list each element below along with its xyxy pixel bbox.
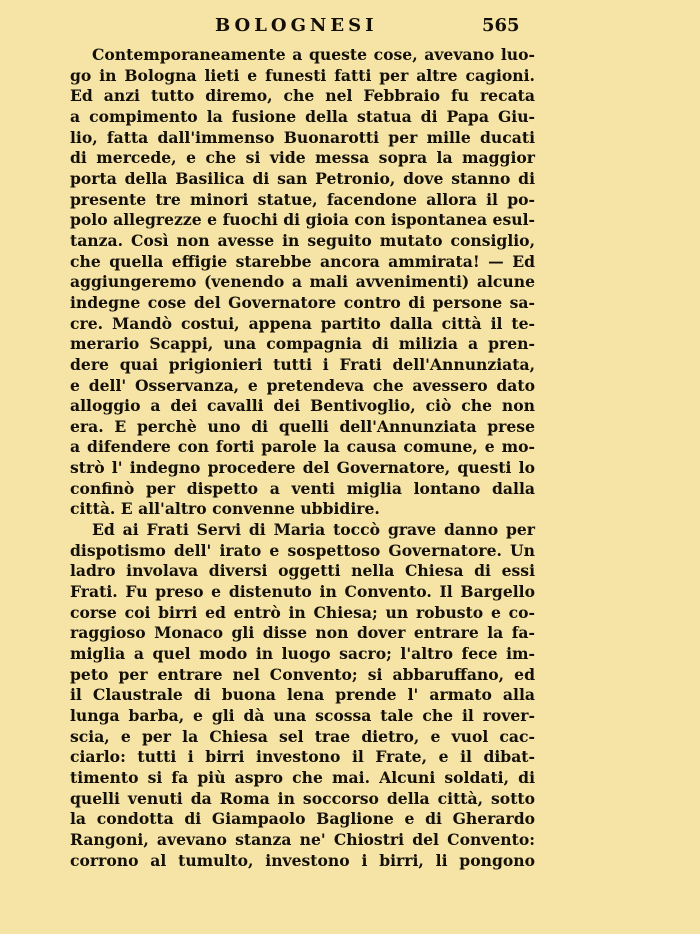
text-line: corse coi birri ed entrò in Chiesa; un robusto e co- [70, 602, 535, 622]
text-line: di mercede, e che si vide messa sopra la maggior [70, 148, 535, 168]
text-line: dispotismo dell' irato e sospettoso Governatore. Un [70, 540, 535, 560]
text-line: cre. Mandò costui, appena partito dalla città il te- [70, 313, 535, 333]
text-line: Contemporaneamente a queste cose, avevano luo- [92, 45, 535, 64]
text-line: e dell' Osservanza, e pretendeva che avessero dato [70, 375, 535, 395]
text-line: polo allegrezze e fuochi di gioia con ispontanea esul- [70, 210, 535, 230]
text-line: indegne cose del Governatore contro di persone sa- [70, 292, 535, 312]
page-header [0, 13, 700, 39]
text-line: aggiungeremo (venendo a mali avvenimenti) alcune [70, 272, 535, 292]
text-line: merario Scappi, una compagnia di milizia a pren- [70, 334, 535, 354]
text-line: corrono al tumulto, investono i birri, li pongono [70, 850, 535, 870]
text-line: ladro involava diversi oggetti nella Chiesa di essi [70, 561, 535, 581]
text-line: confinò per dispetto a venti miglia lontano dalla [70, 478, 535, 498]
text-line: lunga barba, e gli dà una scossa tale che il rover- [70, 706, 535, 725]
text-line: lio, fatta dall'immenso Buonarotti per mille ducati [70, 127, 535, 147]
text-line: scia, e per la Chiesa sel trae dietro, e vuol cac- [70, 726, 535, 746]
text-line: strò l' indegno procedere del Governatore, questi lo [70, 458, 535, 478]
text-line: go in Bologna lieti e funesti fatti per altre cagioni. [70, 65, 535, 85]
body-text [70, 45, 535, 871]
text-line: timento si fa più aspro che mai. Alcuni soldati, di [70, 767, 535, 787]
text-line: tanza. Così non avesse in seguito mutato consiglio, [70, 230, 535, 250]
text-line: miglia a quel modo in luogo sacro; l'altro fece im- [70, 644, 535, 664]
text-line: porta della Basilica di san Petronio, dove stanno di [70, 168, 535, 188]
text-line: a compimento la fusione della statua di Papa Giu- [70, 106, 535, 126]
text-line: ciarlo: tutti i birri investono il Frate, e il dibat- [70, 747, 535, 767]
text-line: raggioso Monaco gli disse non dover entrare la fa- [70, 623, 535, 643]
text-line: la condotta di Giampaolo Baglione e di Gherardo [70, 809, 535, 829]
page-number: 565 [482, 15, 520, 36]
text-line: Rangoni, avevano stanza ne' Chiostri del Convento: [70, 829, 535, 849]
running-title: BOLOGNESI [215, 15, 378, 36]
text-line: che quella effigie starebbe ancora ammirata! — Ed [70, 251, 535, 271]
text-line: a difendere con forti parole la causa comune, e mo- [70, 437, 535, 457]
text-line: dere quai prigionieri tutti i Frati dell'Annunziata, [70, 354, 535, 374]
text-line: presente tre minori statue, facendone allora il po- [70, 189, 535, 209]
text-line: città. E all'altro convenne ubbidire. [70, 499, 380, 519]
text-line: peto per entrare nel Convento; si abbaruffano, ed [70, 664, 535, 684]
text-line: Ed anzi tutto diremo, che nel Febbraio fu recata [70, 86, 535, 106]
text-line: Ed ai Frati Servi di Maria toccò grave danno per [92, 520, 535, 540]
text-line: era. E perchè uno di quelli dell'Annunziata prese [70, 416, 535, 436]
text-line: Frati. Fu preso e distenuto in Convento. Il Bargello [70, 582, 535, 602]
text-line: quelli venuti da Roma in soccorso della città, sotto [70, 788, 535, 808]
text-line: alloggio a dei cavalli dei Bentivoglio, ciò che non [70, 396, 535, 416]
text-line: il Claustrale di buona lena prende l' armato alla [70, 685, 535, 705]
